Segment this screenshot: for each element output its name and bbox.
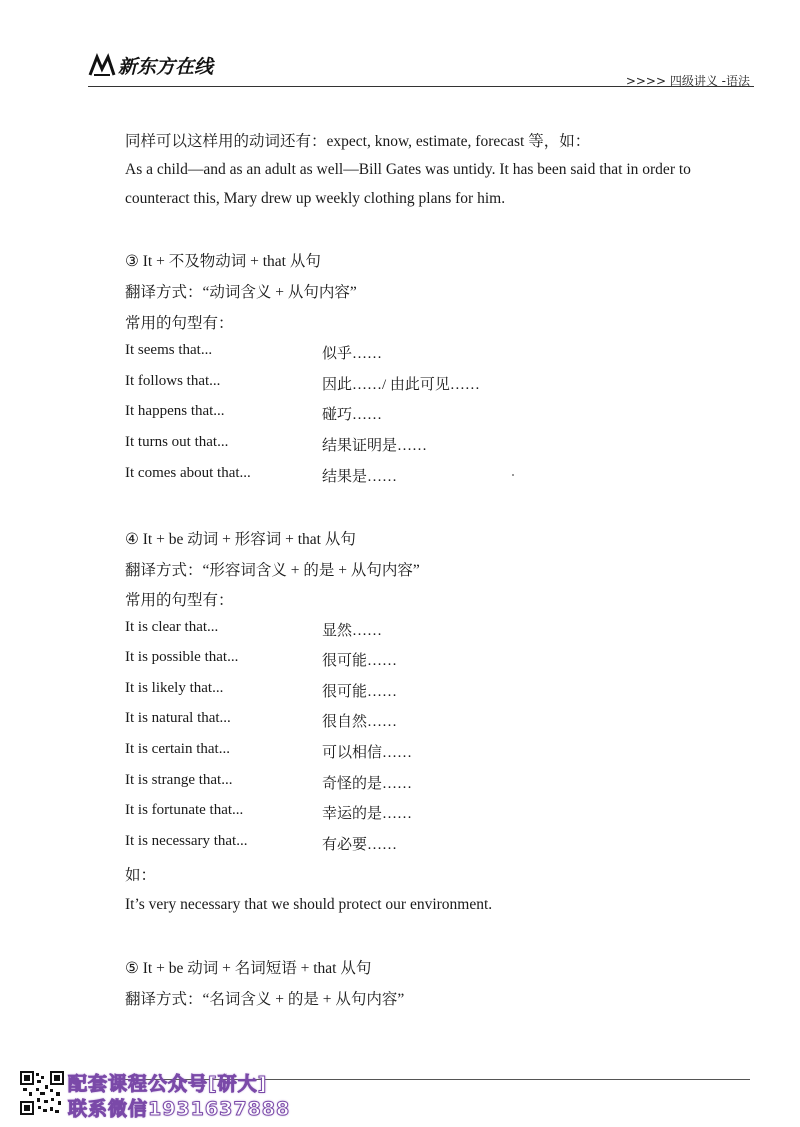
pattern-en: It seems that... (125, 342, 213, 358)
scan-speck (512, 474, 514, 476)
promo-line-2: 联系微信1931637888 (68, 1098, 291, 1120)
pattern-en: It is fortunate that... (125, 802, 244, 818)
pattern-zh: 似乎…… (322, 346, 383, 362)
pattern-en: It follows that... (125, 373, 221, 389)
pattern-en: It is strange that... (125, 772, 233, 788)
pattern-zh: 幸运的是…… (322, 806, 413, 822)
example-label: 如： (125, 867, 157, 884)
pattern-en: It is certain that... (125, 741, 230, 757)
promo-line-1: 配套课程公众号[研大] (68, 1073, 268, 1095)
verbs-line: 同样可以这样用的动词还有：expect, know, estimate, forecast 等，如： (125, 133, 591, 150)
section3-method: 翻译方式：“动词含义 + 从句内容” (125, 284, 357, 301)
pattern-zh: 有必要…… (322, 837, 398, 853)
brand-name: 新东方在线 (118, 56, 214, 78)
pattern-en: It is natural that... (125, 710, 231, 726)
section4-heading: ④ It + be 动词 + 形容词 + that 从句 (125, 531, 356, 548)
course-label: >>>> 四级讲义 -语法 (625, 74, 750, 88)
brand-logo (88, 52, 213, 79)
pattern-zh: 结果是…… (322, 469, 398, 485)
section4-common: 常用的句型有： (125, 592, 234, 609)
pattern-en: It is necessary that... (125, 833, 248, 849)
page-header (88, 52, 754, 90)
example-line-1: As a child—and as an adult as well—Bill Gates was untidy. It has been said that in order to (125, 161, 691, 178)
example-line-2: counteract this, Mary drew up weekly clothing plans for him. (125, 190, 506, 207)
pattern-en: It comes about that... (125, 465, 251, 481)
page-footer (0, 1065, 800, 1127)
section3-common: 常用的句型有： (125, 315, 234, 332)
pattern-zh: 显然…… (322, 623, 383, 639)
pattern-en: It is clear that... (125, 619, 219, 635)
pattern-en: It happens that... (125, 403, 225, 419)
pattern-en: It turns out that... (125, 434, 229, 450)
pattern-zh: 结果证明是…… (322, 438, 428, 454)
pattern-zh: 很可能…… (322, 684, 398, 700)
qr-code-icon (20, 1071, 64, 1115)
pattern-zh: 可以相信…… (322, 745, 413, 761)
pattern-en: It is possible that... (125, 649, 239, 665)
pattern-zh: 很自然…… (322, 714, 398, 730)
pattern-zh: 很可能…… (322, 653, 398, 669)
brand-mark-icon (88, 53, 116, 79)
pattern-zh: 奇怪的是…… (322, 776, 413, 792)
section5-method: 翻译方式：“名词含义 + 的是 + 从句内容” (125, 991, 405, 1008)
section5-heading: ⑤ It + be 动词 + 名词短语 + that 从句 (125, 960, 372, 977)
pattern-zh: 因此……/ 由此可见…… (322, 377, 480, 393)
section3-heading: ③ It + 不及物动词 + that 从句 (125, 253, 321, 270)
header-divider (88, 86, 754, 87)
pattern-en: It is likely that... (125, 680, 224, 696)
section4-method: 翻译方式：“形容词含义 + 的是 + 从句内容” (125, 562, 420, 579)
pattern-zh: 碰巧…… (322, 407, 383, 423)
example-sentence: It’s very necessary that we should protect our environment. (125, 896, 493, 913)
